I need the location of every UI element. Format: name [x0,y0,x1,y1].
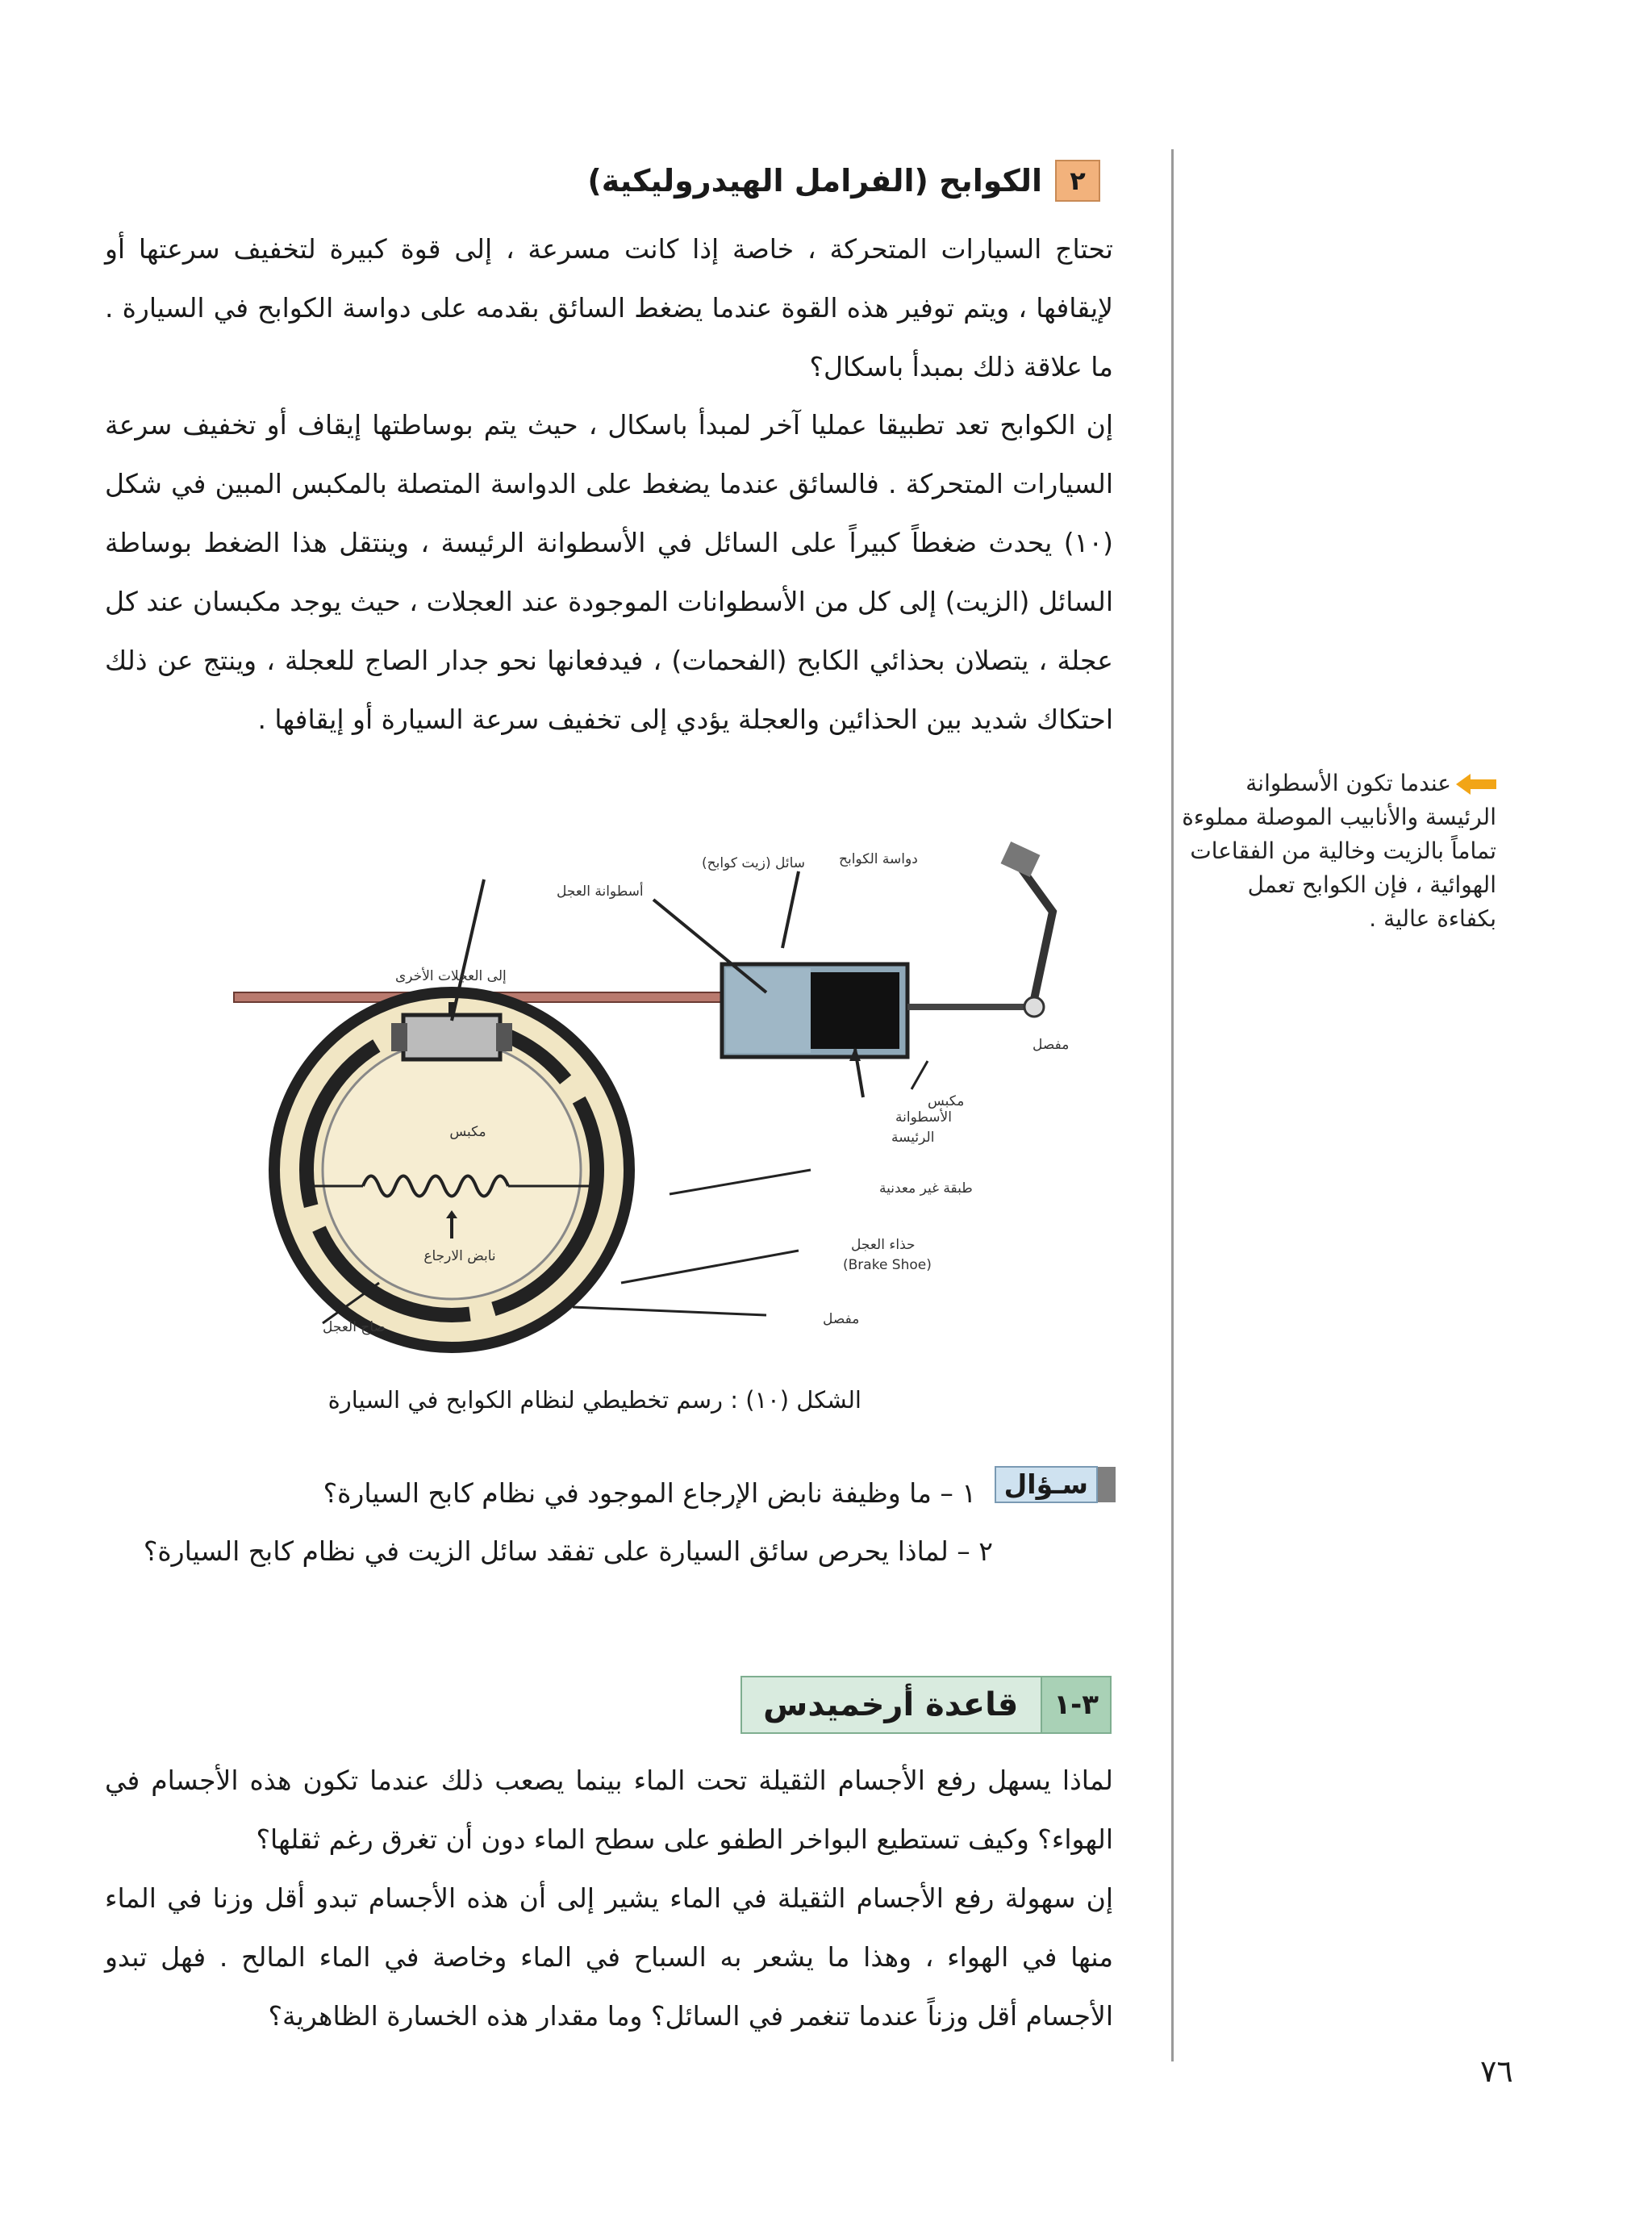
question-label-wrap [985,1466,1116,1503]
paragraph-archimedes-explanation [105,1869,1113,2045]
label-master-cylinder-1: الأسطوانة [895,1109,952,1126]
side-note-text: عندما تكون الأسطوانة الرئيسة والأنابيب الموصلة مملوءة تماماً بالزيت وخالية من الفقاعات الهوائية ، فإن الكوابح تعمل بكفاءة عالية . [1182,770,1496,932]
paragraph-text: إن الكوابح تعد تطبيقا عمليا آخر لمبدأ باسكال ، حيث يتم بوساطتها إيقاف أو تخفيف سرعة السيارات المتحركة . فالسائق عندما يضغط على الدواسة المتصلة بالمكبس المبين في شكل (١٠) يحدث ضغطاً كبيراً على السائل في الأسطوانة الرئيسة ، وينتقل هذا الضغط بوساطة السائل (الزيت) إلى كل من الأسطوانات الموجودة عند العجلات ، حيث يوجد مكبسان عند كل عجلة ، يتصلان بحذائي الكابح (الفحمات) ، فيدفعانها نحو جدار الصاج للعجلة ، وينتج عن ذلك احتكاك شديد بين الحذائين والعجلة يؤدي إلى تخفيف سرعة السيارة أو إيقافها . [105,409,1113,735]
question-marker [1098,1467,1116,1502]
question-label: سـؤال [995,1466,1098,1503]
paragraph-text: تحتاج السيارات المتحركة ، خاصة إذا كانت مسرعة ، إلى قوة كبيرة لتخفيف سرعتها أو لإيقافها ، ويتم توفير هذه القوة عندما يضغط السائق بقدمه على دواسة الكوابح في السيارة . ما علاقة ذلك بمبدأ باسكال؟ [105,233,1113,382]
wheel-piston-right [496,1023,512,1051]
subsection-number: ٣-١ [1041,1677,1110,1732]
brake-pedal-lever [1020,867,1053,1007]
side-note [1182,766,1496,936]
question-block [144,1464,1116,1581]
label-master-cylinder-2: الرئيسة [891,1130,935,1146]
section-heading [587,158,1100,203]
master-piston [811,972,899,1049]
subsection-title: قاعدة أرخميدس [763,1686,1019,1723]
paragraph-brakes-explanation [105,395,1113,749]
page-number: ٧٦ [1480,2053,1513,2089]
question-1: ١ – ما وظيفة نابض الإرجاع الموجود في نظام كابح السيارة؟ [323,1477,977,1509]
paragraph-archimedes-question [105,1751,1113,1869]
brake-pedal [1001,842,1041,877]
brake-system-figure [218,831,1070,1364]
question-1-row [144,1464,1116,1523]
wheel-piston-left [391,1023,407,1051]
column-divider [1171,149,1174,2061]
brake-diagram [218,831,1070,1364]
wheel-cylinder [403,1015,500,1059]
figure-caption: الشكل (١٠) : رسم تخطيطي لنظام الكوابح في السيارة [327,1386,861,1414]
paragraph-text: إن سهولة رفع الأجسام الثقيلة في الماء يشير إلى أن هذه الأجسام تبدو أقل وزنا في الماء منها في الهواء ، وهذا ما يشعر به السباح في الماء وخاصة في الماء المالح . فهل تبدو الأجسام أقل وزناً عندما تنغمر في السائل؟ وما مقدار هذه الخسارة الظاهرية؟ [105,1882,1113,2032]
question-2: ٢ – لماذا يحرص سائق السيارة على تفقد سائل الزيت في نظام كابح السيارة؟ [143,1535,993,1567]
label-fluid: سائل (زيت كوابح) [702,855,806,871]
section-number-badge: ٢ [1055,160,1100,202]
arrow-left-icon [1456,774,1496,795]
label-nonmetal-layer: طبقة غير معدنية [879,1180,973,1197]
label-other-wheels: إلى العجلات الأخرى [395,968,507,984]
label-pedal: دواسة الكوابح [839,851,918,867]
label-brake-shoe-ar: حذاء العجل [851,1237,916,1253]
piston-rod [907,1004,1037,1010]
brake-fluid-chamber [726,968,811,1053]
pedal-joint [1024,997,1044,1017]
label-return-spring: نابض الارجاع [423,1248,496,1264]
label-piston-top: مكبس [928,1093,965,1109]
label-joint-bottom: مفصل [823,1311,860,1327]
section-title: الكوابح (الفرامل الهيدروليكية) [587,163,1042,198]
paragraph-text: لماذا يسهل رفع الأجسام الثقيلة تحت الماء بينما يصعب ذلك عندما تكون هذه الأجسام في الهواء؟ وكيف تستطيع البواخر الطفو على سطح الماء دون أن تغرق رغم ثقلها؟ [105,1765,1113,1855]
label-piston-wheel: مكبس [449,1124,486,1140]
label-wheel-drum: صاج العجل [323,1319,386,1335]
label-joint-top: مفصل [1032,1037,1070,1053]
label-brake-shoe-en: (Brake Shoe) [843,1257,932,1273]
label-wheel-cylinder: أسطوانة العجل [557,883,644,900]
paragraph-brakes-intro [105,219,1113,396]
subsection-heading [740,1676,1112,1734]
